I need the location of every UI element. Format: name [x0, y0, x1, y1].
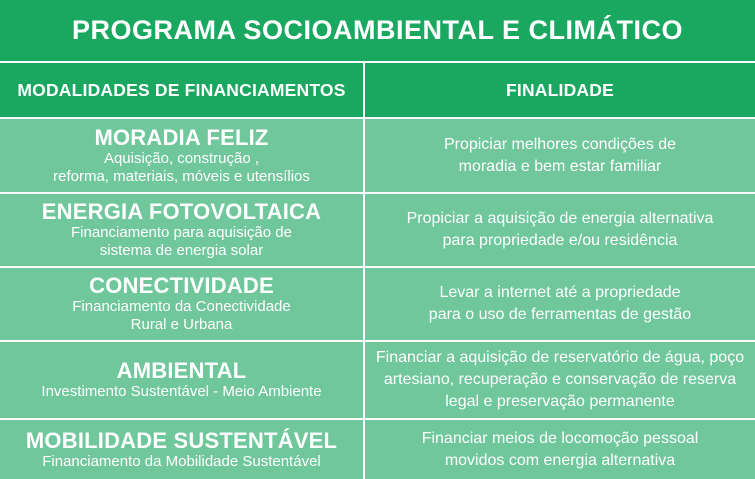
- table-row-ambiental-finalidade: [365, 342, 755, 418]
- modality-name: CONECTIVIDADE: [89, 273, 274, 298]
- table-row-mobilidade-finalidade: [365, 420, 755, 479]
- modality-purpose: Financiar a aquisição de reservatório de água, poço artesiano, recuperação e conservação de reserva legal e preservação permanente: [375, 349, 745, 410]
- column-header-modalidades: MODALIDADES DE FINANCIAMENTOS: [0, 63, 363, 117]
- modality-name: MOBILIDADE SUSTENTÁVEL: [25, 427, 338, 453]
- table-row-conectividade-finalidade: [365, 268, 755, 340]
- modality-description: Financiamento para aquisição de sistema de energia solar: [71, 224, 292, 259]
- modality-purpose: Financiar meios de locomoção pessoal movidos com energia alternativa: [421, 429, 699, 469]
- modality-name: MORADIA FELIZ: [94, 124, 269, 150]
- table-row-moradia-finalidade: [365, 119, 755, 192]
- modality-description: Financiamento da Mobilidade Sustentável: [42, 452, 321, 470]
- table-title-bar: [0, 0, 755, 61]
- column-header-finalidade: FINALIDADE: [365, 63, 755, 117]
- table-row-moradia-modalidade: [0, 119, 363, 192]
- table-row-conectividade-modalidade: [0, 268, 363, 340]
- modality-name: ENERGIA FOTOVOLTAICA: [41, 199, 322, 224]
- table-row-ambiental-modalidade: [0, 342, 363, 418]
- table-row-energia-modalidade: [0, 194, 363, 266]
- modality-description: Aquisição, construção , reforma, materiais, móveis e utensílios: [53, 149, 310, 185]
- table-row-mobilidade-modalidade: [0, 420, 363, 479]
- modality-name: AMBIENTAL: [116, 358, 247, 383]
- page-title: PROGRAMA SOCIOAMBIENTAL E CLIMÁTICO: [72, 15, 683, 45]
- modality-description: Investimento Sustentável - Meio Ambiente: [41, 383, 322, 400]
- modality-purpose: Propiciar melhores condições de moradia e bem estar familiar: [443, 135, 677, 175]
- modality-purpose: Propiciar a aquisição de energia alternativa para propriedade e/ou residência: [406, 210, 714, 249]
- modality-purpose: Levar a internet até a propriedade para o uso de ferramentas de gestão: [428, 284, 692, 323]
- table-row-energia-finalidade: [365, 194, 755, 266]
- modality-description: Financiamento da Conectividade Rural e Urbana: [72, 298, 291, 333]
